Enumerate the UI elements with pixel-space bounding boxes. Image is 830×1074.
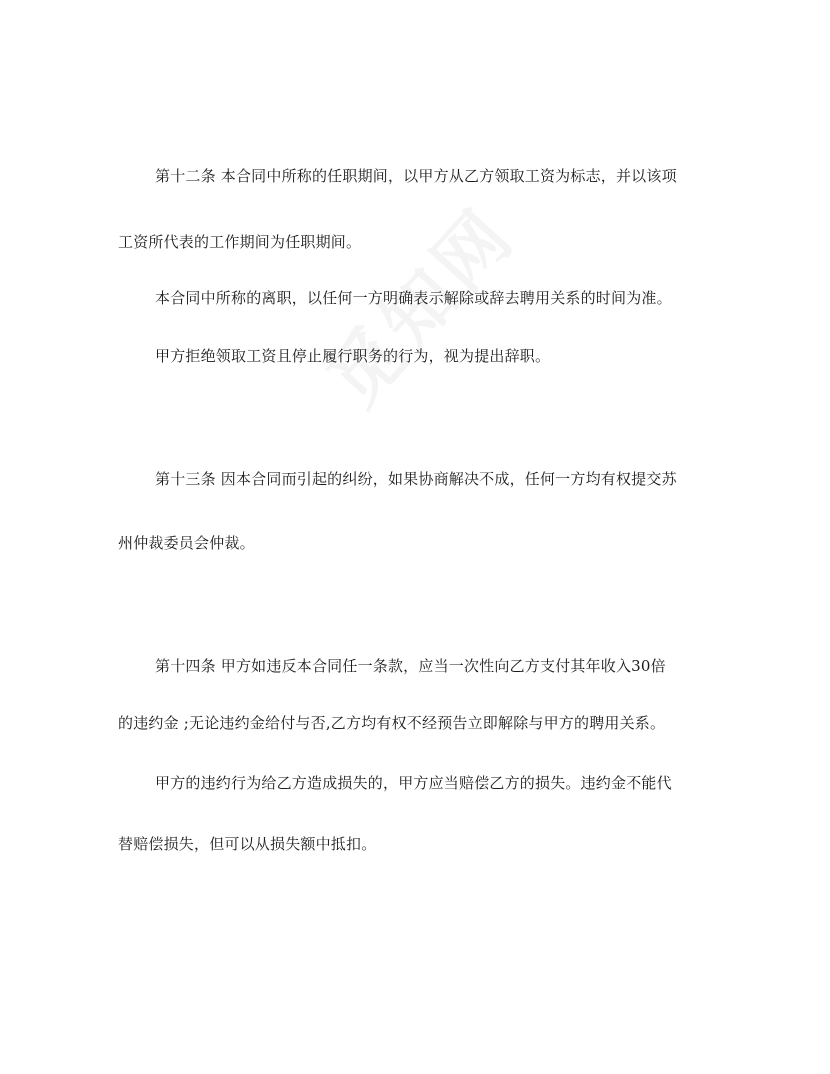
article-12-line-3: 本合同中所称的离职，以任何一方明确表示解除或辞去聘用关系的时间为准。 (155, 289, 672, 307)
article-12-line-1: 第十二条 本合同中所称的任职期间，以甲方从乙方领取工资为标志，并以该项 (155, 167, 677, 185)
article-14-line-3: 甲方的违约行为给乙方造成损失的，甲方应当赔偿乙方的损失。违约金不能代 (155, 774, 672, 792)
article-13-line-2: 州仲裁委员会仲裁。 (118, 534, 255, 552)
article-13-line-1: 第十三条 因本合同而引起的纠纷，如果协商解决不成，任何一方均有权提交苏 (155, 470, 677, 488)
article-12-line-4: 甲方拒绝领取工资且停止履行职务的行为，视为提出辞职。 (155, 347, 551, 365)
article-12-line-2: 工资所代表的工作期间为任职期间。 (118, 233, 362, 251)
article-14-line-2: 的违约金 ;无论违约金给付与否,乙方均有权不经预告立即解除与甲方的聘用关系。 (118, 714, 666, 732)
article-14-line-4: 替赔偿损失，但可以从损失额中抵扣。 (118, 835, 377, 853)
article-14-line-1: 第十四条 甲方如违反本合同任一条款，应当一次性向乙方支付其年收入30倍 (155, 657, 666, 675)
